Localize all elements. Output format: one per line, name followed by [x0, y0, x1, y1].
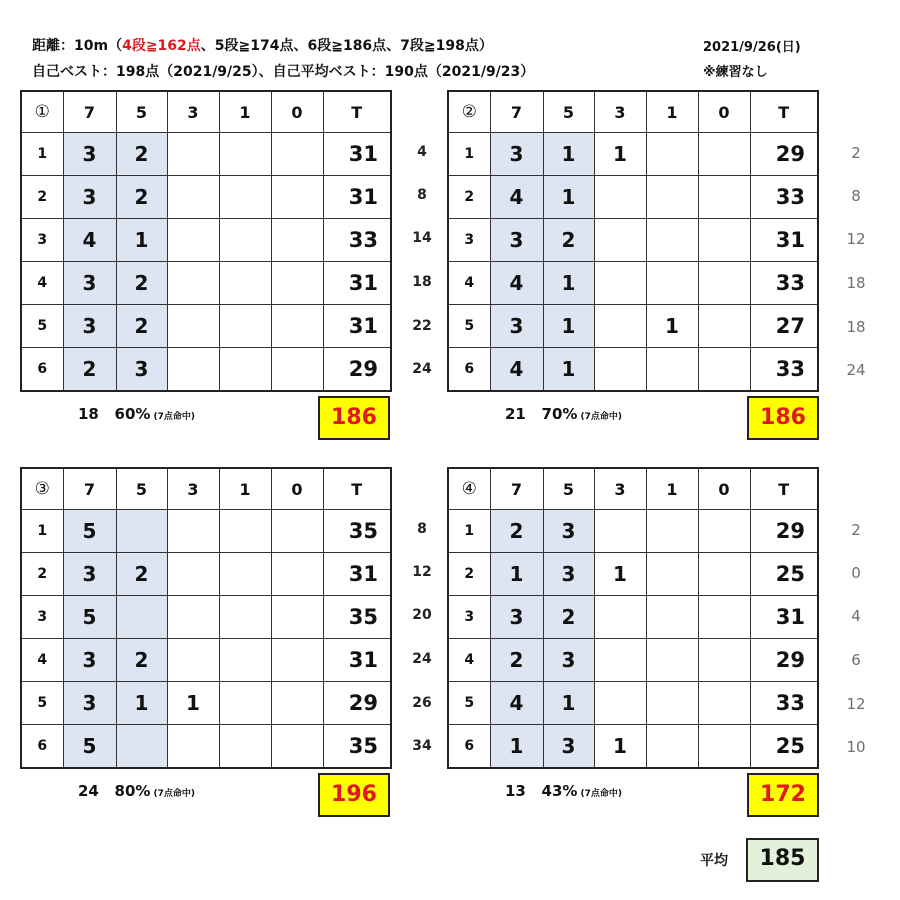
- end-total: 33: [750, 682, 818, 725]
- column-header: 3: [167, 91, 219, 133]
- count-cell: [271, 553, 323, 596]
- count-cell: 1: [594, 133, 646, 176]
- count-cell: [698, 176, 750, 219]
- count-cell: 3: [490, 305, 543, 348]
- end-number: 1: [21, 133, 63, 176]
- column-header: 0: [698, 468, 750, 510]
- count-cell: 5: [63, 596, 116, 639]
- practice-note: ※練習なし: [703, 65, 768, 80]
- end-number: 6: [21, 348, 63, 392]
- count-cell: [646, 262, 698, 305]
- round-4-stats: [505, 782, 622, 800]
- hits-count: 13: [505, 782, 526, 800]
- count-cell: [698, 219, 750, 262]
- count-cell: 5: [63, 725, 116, 769]
- column-header: 1: [219, 91, 271, 133]
- scorecard-round-1: [20, 90, 392, 392]
- table-row: [21, 725, 391, 769]
- count-cell: [271, 133, 323, 176]
- column-header: 0: [271, 468, 323, 510]
- count-cell: [167, 176, 219, 219]
- count-cell: [219, 510, 271, 553]
- count-cell: 3: [63, 553, 116, 596]
- end-number: 6: [448, 348, 490, 392]
- other-thresholds: 、5段≧174点、6段≧186点、7段≧198点）: [200, 38, 493, 54]
- end-number: 2: [21, 553, 63, 596]
- count-cell: 4: [490, 176, 543, 219]
- difference-value: 6: [851, 651, 861, 669]
- count-cell: 3: [543, 725, 594, 769]
- count-cell: [271, 682, 323, 725]
- count-cell: [271, 639, 323, 682]
- table-row: [448, 133, 818, 176]
- hits-count: 18: [78, 405, 99, 423]
- end-total: 31: [323, 262, 391, 305]
- count-cell: [698, 639, 750, 682]
- scorecard-round-2: [447, 90, 819, 392]
- end-total: 31: [750, 219, 818, 262]
- column-header: 3: [594, 91, 646, 133]
- count-cell: [271, 596, 323, 639]
- cumulative-value: 8: [417, 521, 427, 537]
- personal-best: 自己ベスト：198点（2021/9/25）、自己平均ベスト：190点（2021/9/23）: [32, 64, 535, 80]
- count-cell: [271, 348, 323, 392]
- count-cell: 3: [116, 348, 167, 392]
- round-number: ③: [21, 468, 63, 510]
- end-number: 4: [448, 639, 490, 682]
- end-number: 3: [448, 596, 490, 639]
- end-total: 25: [750, 553, 818, 596]
- count-cell: 3: [490, 219, 543, 262]
- table-row: [448, 639, 818, 682]
- count-cell: [167, 596, 219, 639]
- end-total: 31: [323, 176, 391, 219]
- end-number: 2: [448, 176, 490, 219]
- difference-value: 24: [846, 361, 866, 379]
- count-cell: [594, 596, 646, 639]
- count-cell: [219, 176, 271, 219]
- count-cell: 1: [490, 553, 543, 596]
- count-cell: [167, 348, 219, 392]
- count-cell: 3: [63, 682, 116, 725]
- end-total: 27: [750, 305, 818, 348]
- count-cell: 1: [543, 133, 594, 176]
- count-cell: 2: [543, 219, 594, 262]
- table-row: [448, 682, 818, 725]
- hit-note: (7点命中): [153, 412, 195, 422]
- cumulative-value: 26: [412, 695, 432, 711]
- count-cell: 3: [63, 305, 116, 348]
- end-number: 1: [448, 133, 490, 176]
- count-cell: [646, 219, 698, 262]
- count-cell: [167, 639, 219, 682]
- table-row: [21, 219, 391, 262]
- average-score: 185: [746, 838, 819, 882]
- difference-value: 0: [851, 564, 861, 582]
- count-cell: [167, 305, 219, 348]
- end-total: 31: [323, 553, 391, 596]
- table-row: [448, 262, 818, 305]
- dan4-threshold: 4段≧162点: [122, 38, 201, 54]
- count-cell: 4: [490, 262, 543, 305]
- end-total: 33: [323, 219, 391, 262]
- table-row: [21, 305, 391, 348]
- difference-value: 12: [846, 695, 866, 713]
- table-row: [448, 553, 818, 596]
- end-number: 6: [21, 725, 63, 769]
- column-header: 1: [646, 91, 698, 133]
- count-cell: 4: [63, 219, 116, 262]
- count-cell: 1: [543, 176, 594, 219]
- cumulative-value: 8: [417, 187, 427, 203]
- round-number: ①: [21, 91, 63, 133]
- count-cell: [646, 510, 698, 553]
- count-cell: [698, 305, 750, 348]
- table-row: [448, 305, 818, 348]
- end-number: 3: [21, 219, 63, 262]
- round-3-total: 196: [318, 773, 390, 817]
- count-cell: 1: [490, 725, 543, 769]
- count-cell: [167, 725, 219, 769]
- count-cell: [594, 219, 646, 262]
- end-number: 2: [21, 176, 63, 219]
- count-cell: [219, 133, 271, 176]
- end-total: 33: [750, 348, 818, 392]
- end-number: 4: [21, 262, 63, 305]
- count-cell: [219, 596, 271, 639]
- hit-percent: 70%: [541, 405, 578, 423]
- count-cell: [167, 262, 219, 305]
- date: 2021/9/26(日): [703, 40, 801, 55]
- count-cell: [646, 348, 698, 392]
- count-cell: [698, 133, 750, 176]
- count-cell: [167, 219, 219, 262]
- distance-standards: [32, 35, 493, 55]
- count-cell: [219, 682, 271, 725]
- count-cell: [646, 596, 698, 639]
- end-total: 35: [323, 510, 391, 553]
- table-row: [448, 596, 818, 639]
- end-number: 5: [448, 682, 490, 725]
- count-cell: [698, 682, 750, 725]
- round-2-total: 186: [747, 396, 819, 440]
- table-row: [21, 553, 391, 596]
- count-cell: [219, 219, 271, 262]
- hit-percent: 43%: [541, 782, 578, 800]
- count-cell: 2: [116, 553, 167, 596]
- difference-value: 2: [851, 521, 861, 539]
- count-cell: 1: [594, 553, 646, 596]
- column-header: 1: [646, 468, 698, 510]
- end-number: 1: [21, 510, 63, 553]
- column-header: 7: [490, 468, 543, 510]
- end-total: 33: [750, 262, 818, 305]
- cumulative-value: 24: [412, 651, 432, 667]
- count-cell: [646, 133, 698, 176]
- count-cell: [698, 596, 750, 639]
- difference-value: 18: [846, 318, 866, 336]
- hit-note: (7点命中): [153, 789, 195, 799]
- count-cell: [594, 510, 646, 553]
- count-cell: [594, 682, 646, 725]
- table-row: [448, 725, 818, 769]
- count-cell: [219, 725, 271, 769]
- count-cell: [116, 510, 167, 553]
- column-header: 0: [698, 91, 750, 133]
- end-total: 31: [323, 639, 391, 682]
- count-cell: [594, 305, 646, 348]
- count-cell: [698, 348, 750, 392]
- column-header: T: [323, 91, 391, 133]
- count-cell: [271, 219, 323, 262]
- end-number: 5: [448, 305, 490, 348]
- count-cell: 4: [490, 682, 543, 725]
- count-cell: 5: [63, 510, 116, 553]
- scorecard-round-3: [20, 467, 392, 769]
- count-cell: [219, 305, 271, 348]
- difference-value: 18: [846, 274, 866, 292]
- count-cell: 2: [116, 133, 167, 176]
- cumulative-value: 20: [412, 607, 432, 623]
- difference-value: 12: [846, 230, 866, 248]
- count-cell: [594, 262, 646, 305]
- count-cell: 1: [594, 725, 646, 769]
- table-row: [448, 348, 818, 392]
- end-total: 29: [323, 348, 391, 392]
- count-cell: 3: [63, 262, 116, 305]
- difference-value: 10: [846, 738, 866, 756]
- cumulative-value: 12: [412, 564, 432, 580]
- count-cell: 3: [63, 133, 116, 176]
- hits-count: 21: [505, 405, 526, 423]
- round-1-stats: [78, 405, 195, 423]
- column-header: 3: [167, 468, 219, 510]
- count-cell: 2: [490, 510, 543, 553]
- count-cell: 3: [543, 510, 594, 553]
- count-cell: [646, 176, 698, 219]
- table-row: [21, 639, 391, 682]
- count-cell: [219, 553, 271, 596]
- count-cell: 1: [543, 348, 594, 392]
- difference-value: 2: [851, 144, 861, 162]
- count-cell: 2: [490, 639, 543, 682]
- count-cell: [219, 262, 271, 305]
- column-header: 7: [63, 91, 116, 133]
- table-row: [21, 176, 391, 219]
- hit-note: (7点命中): [580, 789, 622, 799]
- count-cell: [167, 553, 219, 596]
- round-3-stats: [78, 782, 195, 800]
- count-cell: [646, 682, 698, 725]
- count-cell: [594, 176, 646, 219]
- count-cell: 3: [543, 553, 594, 596]
- count-cell: 1: [543, 682, 594, 725]
- hit-percent: 80%: [114, 782, 151, 800]
- count-cell: 1: [543, 262, 594, 305]
- count-cell: 3: [543, 639, 594, 682]
- end-number: 4: [448, 262, 490, 305]
- end-number: 3: [448, 219, 490, 262]
- column-header: T: [750, 91, 818, 133]
- end-number: 1: [448, 510, 490, 553]
- round-number: ④: [448, 468, 490, 510]
- table-row: [21, 348, 391, 392]
- count-cell: 4: [490, 348, 543, 392]
- count-cell: [116, 596, 167, 639]
- cumulative-value: 18: [412, 274, 432, 290]
- column-header: 7: [63, 468, 116, 510]
- count-cell: [646, 725, 698, 769]
- count-cell: [167, 510, 219, 553]
- table-row: [21, 596, 391, 639]
- column-header: 1: [219, 468, 271, 510]
- end-total: 29: [750, 133, 818, 176]
- round-4-total: 172: [747, 773, 819, 817]
- count-cell: [116, 725, 167, 769]
- end-number: 5: [21, 305, 63, 348]
- count-cell: [646, 639, 698, 682]
- count-cell: 3: [490, 133, 543, 176]
- round-number: ②: [448, 91, 490, 133]
- count-cell: 2: [116, 305, 167, 348]
- distance-label: 距離：10m（: [32, 38, 123, 54]
- end-number: 4: [21, 639, 63, 682]
- count-cell: 1: [116, 682, 167, 725]
- count-cell: [271, 262, 323, 305]
- table-row: [448, 510, 818, 553]
- table-row: [21, 682, 391, 725]
- count-cell: 1: [167, 682, 219, 725]
- end-total: 35: [323, 725, 391, 769]
- count-cell: [698, 262, 750, 305]
- column-header: 0: [271, 91, 323, 133]
- table-row: [21, 510, 391, 553]
- count-cell: [271, 725, 323, 769]
- end-total: 29: [323, 682, 391, 725]
- round-2-stats: [505, 405, 622, 423]
- end-total: 35: [323, 596, 391, 639]
- count-cell: 2: [116, 639, 167, 682]
- end-total: 31: [323, 133, 391, 176]
- count-cell: 1: [116, 219, 167, 262]
- count-cell: 2: [63, 348, 116, 392]
- count-cell: 1: [646, 305, 698, 348]
- column-header: 5: [543, 91, 594, 133]
- end-total: 29: [750, 639, 818, 682]
- count-cell: 3: [63, 639, 116, 682]
- count-cell: 2: [543, 596, 594, 639]
- end-number: 3: [21, 596, 63, 639]
- count-cell: [698, 725, 750, 769]
- scorecard-round-4: [447, 467, 819, 769]
- end-number: 6: [448, 725, 490, 769]
- cumulative-value: 4: [417, 144, 427, 160]
- end-total: 25: [750, 725, 818, 769]
- count-cell: 3: [63, 176, 116, 219]
- count-cell: [646, 553, 698, 596]
- cumulative-value: 34: [412, 738, 432, 754]
- count-cell: [271, 176, 323, 219]
- hits-count: 24: [78, 782, 99, 800]
- table-row: [21, 262, 391, 305]
- table-row: [448, 176, 818, 219]
- count-cell: [698, 553, 750, 596]
- difference-value: 8: [851, 187, 861, 205]
- cumulative-value: 24: [412, 361, 432, 377]
- hit-percent: 60%: [114, 405, 151, 423]
- column-header: T: [750, 468, 818, 510]
- end-number: 5: [21, 682, 63, 725]
- end-total: 29: [750, 510, 818, 553]
- end-total: 31: [323, 305, 391, 348]
- table-row: [21, 133, 391, 176]
- end-number: 2: [448, 553, 490, 596]
- column-header: T: [323, 468, 391, 510]
- count-cell: [219, 348, 271, 392]
- average-label: 平均: [700, 853, 728, 869]
- count-cell: [167, 133, 219, 176]
- end-total: 33: [750, 176, 818, 219]
- count-cell: [219, 639, 271, 682]
- count-cell: [271, 305, 323, 348]
- round-1-total: 186: [318, 396, 390, 440]
- column-header: 3: [594, 468, 646, 510]
- cumulative-value: 22: [412, 318, 432, 334]
- cumulative-value: 14: [412, 230, 432, 246]
- column-header: 5: [116, 468, 167, 510]
- count-cell: 2: [116, 262, 167, 305]
- count-cell: [594, 639, 646, 682]
- hit-note: (7点命中): [580, 412, 622, 422]
- column-header: 7: [490, 91, 543, 133]
- column-header: 5: [543, 468, 594, 510]
- count-cell: 3: [490, 596, 543, 639]
- column-header: 5: [116, 91, 167, 133]
- difference-value: 4: [851, 607, 861, 625]
- count-cell: [594, 348, 646, 392]
- count-cell: [698, 510, 750, 553]
- count-cell: 1: [543, 305, 594, 348]
- end-total: 31: [750, 596, 818, 639]
- table-row: [448, 219, 818, 262]
- count-cell: 2: [116, 176, 167, 219]
- count-cell: [271, 510, 323, 553]
